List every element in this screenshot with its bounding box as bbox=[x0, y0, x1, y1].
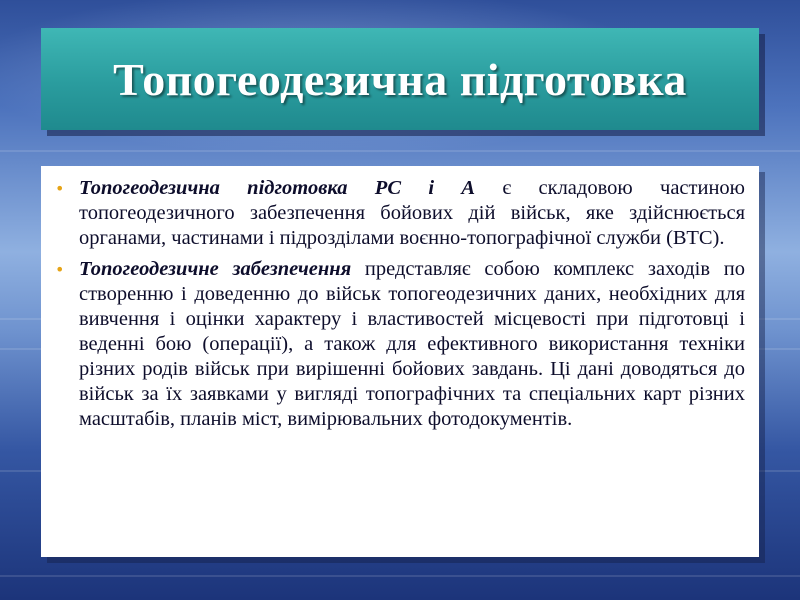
background-wave bbox=[0, 150, 800, 152]
bullet-text: є складовою частиною топогеодезичного забезпечення бойових дій військ, яке здійснюється органами, частинами і підрозділами воєнно-топографічної служби (ВТС). bbox=[79, 177, 745, 249]
bullet-item bbox=[55, 257, 745, 432]
bullet-dot-icon: • bbox=[55, 260, 65, 279]
bullet-term: Топогеодезичне забезпечення bbox=[79, 258, 352, 280]
bullet-paragraph bbox=[79, 176, 745, 251]
content-box bbox=[41, 166, 759, 557]
bullet-dot-icon: • bbox=[55, 179, 65, 198]
bullet-paragraph bbox=[79, 257, 745, 432]
bullet-item bbox=[55, 176, 745, 251]
slide-title: Топогеодезична підготовка bbox=[113, 53, 687, 105]
bullet-text: представляє собою комплекс заходів по створенню і доведенню до військ топогеодезичних даних, необхідних для вивчення і оцінки характеру і властивостей місцевості при підготовці і веденні бою (операції), а також для ефективного використання техніки різних родів військ при вирішенні бойових завдань. Ці дані доводяться до військ за їх заявками у вигляді топографічних та спеціальних карт різних масштабів, планів міст, вимірювальних фотодокументів. bbox=[79, 258, 745, 430]
title-bar bbox=[41, 28, 759, 130]
bullet-term: Топогеодезична підготовка РС і А bbox=[79, 177, 476, 199]
background-wave bbox=[0, 575, 800, 577]
